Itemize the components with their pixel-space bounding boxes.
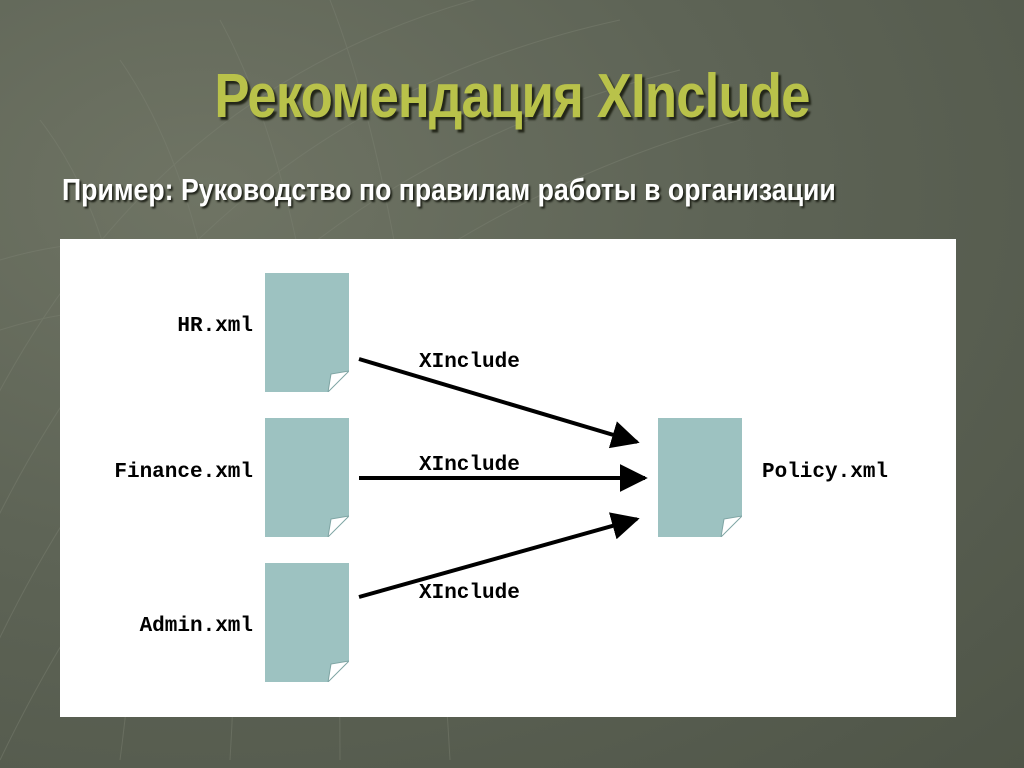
diagram-panel bbox=[60, 239, 956, 717]
edge-label-finance: XInclude bbox=[419, 454, 520, 477]
source-label-hr: HR.xml bbox=[177, 315, 253, 338]
target-label-policy: Policy.xml bbox=[762, 461, 889, 484]
edge-label-hr: XInclude bbox=[419, 351, 520, 374]
source-label-admin: Admin.xml bbox=[139, 615, 253, 638]
arrows-layer bbox=[60, 239, 956, 717]
source-label-finance: Finance.xml bbox=[114, 461, 253, 484]
slide-title: Рекомендация XInclude bbox=[214, 62, 810, 131]
edge-label-admin: XInclude bbox=[419, 582, 520, 605]
slide-subtitle: Пример: Руководство по правилам работы в организации bbox=[62, 172, 836, 207]
